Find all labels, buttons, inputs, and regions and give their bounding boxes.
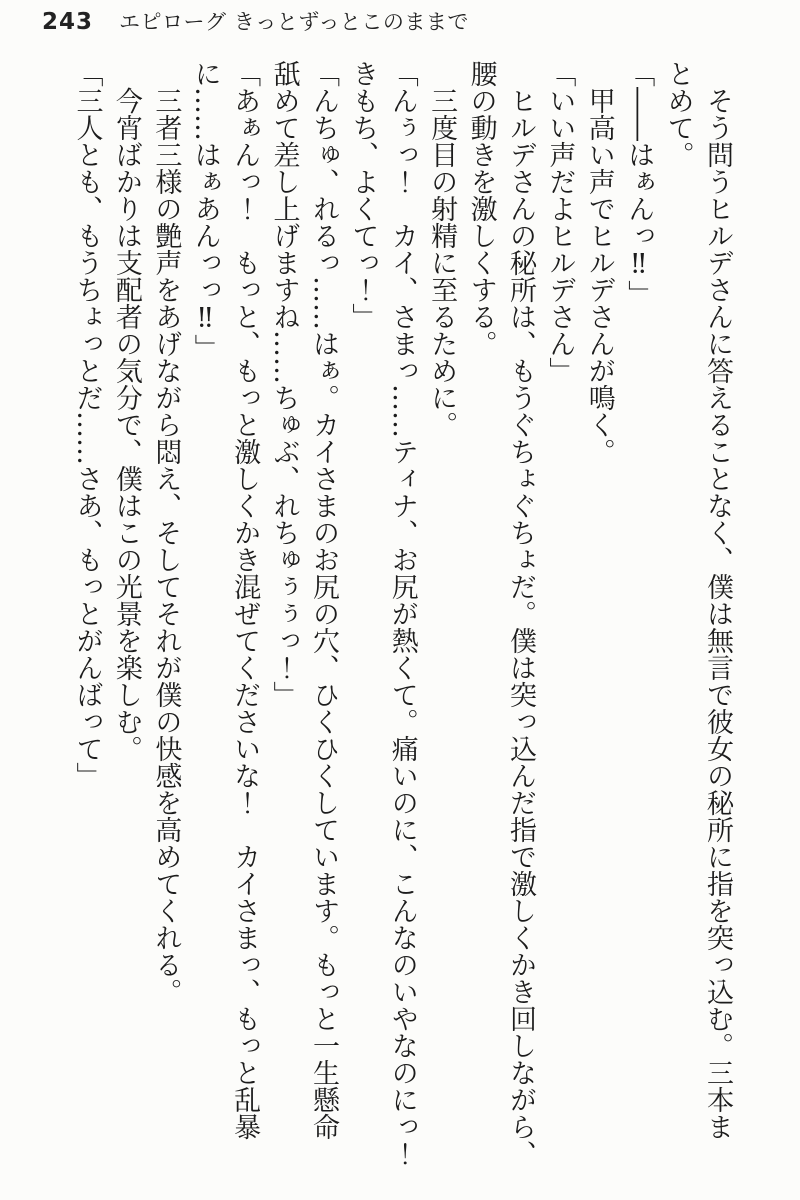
- text-line: 「んちゅ、れるっ……はぁ。カイさまのお尻の穴、ひくひくしています。もっと一生懸命: [307, 60, 339, 1140]
- text-line: 「いい声だよヒルデさん」: [544, 60, 576, 384]
- text-line: 三者三様の艶声をあげながら悶え、そしてそれが僕の快感を高めてくれる。: [150, 60, 182, 1005]
- text-line: に……はぁあんっっ‼」: [189, 60, 221, 361]
- text-line: 「三人とも、もうちょっとだ……さあ、もっとがんばって」: [71, 60, 103, 789]
- page-number: 243: [42, 9, 94, 35]
- text-line: 甲高い声でヒルデさんが鳴く。: [583, 60, 615, 465]
- chapter-title: エピローグ きっとずっとこのままで: [119, 10, 469, 34]
- text-line: 「あぁんっ！ もっと、もっと激しくかき混ぜてくださいな！ カイさまっ、もっと乱暴: [229, 60, 261, 1140]
- text-line: とめて。: [662, 60, 694, 168]
- text-line: 「――はぁんっ‼」: [623, 60, 655, 307]
- text-line: 三度目の射精に至るために。: [426, 60, 458, 438]
- text-line: 舐めて差し上げますね……ちゅぶ、れちゅぅぅっ！」: [268, 60, 300, 708]
- text-line: 「んぅっ！ カイ、さまっ……ティナ、お尻が熱くて。痛いのに、こんなのいやなのにっ！: [386, 60, 418, 1167]
- text-line: 今宵ばかりは支配者の気分で、僕はこの光景を楽しむ。: [110, 60, 142, 762]
- text-line: ヒルデさんの秘所は、もうぐちょぐちょだ。僕は突っ込んだ指で激しくかき回しながら、: [504, 60, 536, 1167]
- text-line: そう問うヒルデさんに答えることなく、僕は無言で彼女の秘所に指を突っ込む。三本ま: [702, 60, 733, 1140]
- text-line: 腰の動きを激しくする。: [465, 60, 497, 357]
- text-columns: [66, 60, 737, 1200]
- text-line: きもち、よくてっ！」: [347, 60, 379, 330]
- page-header: [42, 6, 469, 36]
